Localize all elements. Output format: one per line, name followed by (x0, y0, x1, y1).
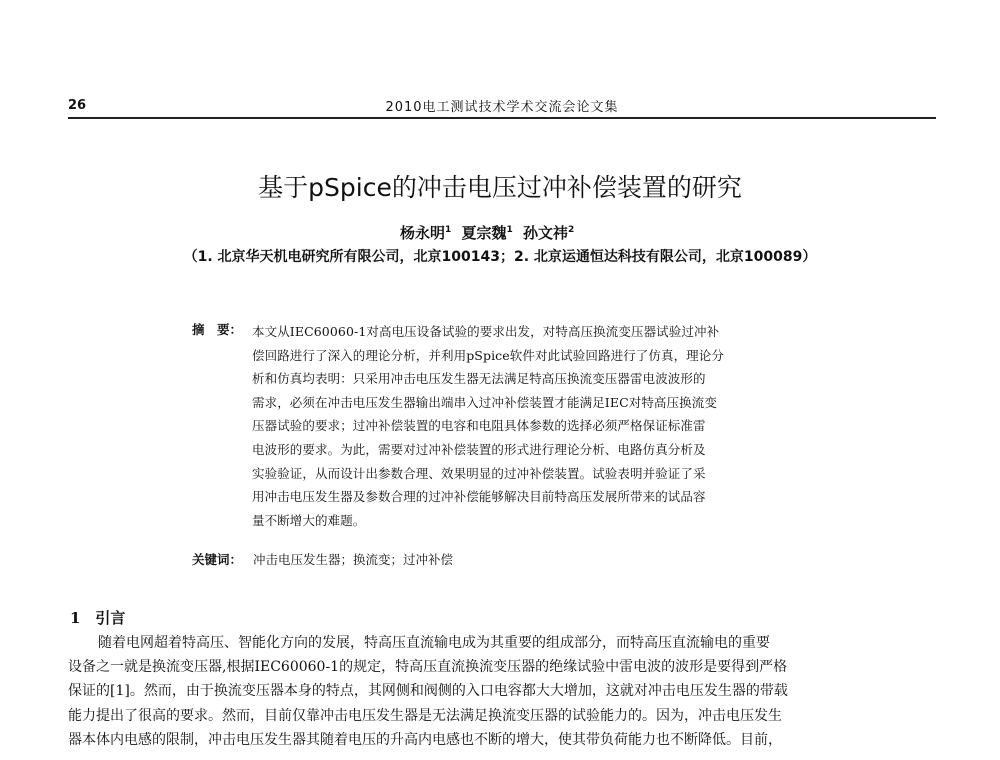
author-affil-mark: 1 (445, 225, 452, 235)
body-line: 保证的[1]。然而，由于换流变压器本身的特点，其网侧和阀侧的入口电容都大大增加，这就对冲击电压发生器的带载 (68, 683, 788, 700)
running-title: 2010电工测试技术学术交流会论文集 (385, 100, 619, 115)
page-number: 26 (68, 98, 87, 113)
body-line: 能力提出了很高的要求。然而，目前仅靠冲击电压发生器是无法满足换流变压器的试验能力的。因为，冲击电压发生 (68, 707, 782, 724)
abstract-line: 压器试验的要求；过冲补偿装置的电容和电阻具体参数的选择必须严格保证标准雷 (252, 418, 706, 434)
body-line: 设备之一就是换流变压器,根据IEC60060-1的规定，特高压直流换流变压器的绝缘试验中雷电波的波形是要得到严格 (68, 659, 788, 676)
author-name: 杨永明 (400, 224, 446, 242)
keywords-label: 关键词： (192, 552, 243, 567)
abstract-line: 电波形的要求。为此，需要对过冲补偿装置的形式进行理论分析、电路仿真分析及 (252, 441, 706, 457)
header-rule (68, 117, 936, 119)
abstract-line: 偿回路进行了深入的理论分析，并利用pSpice软件对此试验回路进行了仿真，理论分 (252, 347, 724, 363)
abstract-line: 实验验证，从而设计出参数合理、效果明显的过冲补偿装置。试验表明并验证了采 (252, 465, 706, 481)
author-list (400, 222, 579, 243)
abstract-line: 需求，必须在冲击电压发生器输出端串入过冲补偿装置才能满足IEC对特高压换流变 (252, 394, 717, 410)
body-line: 器本体内电感的限制，冲击电压发生器其随着电压的升高内电感也不断的增大，使其带负荷能力也不断降低。目前， (68, 731, 782, 748)
page-header (68, 96, 936, 120)
abstract-label: 摘 要： (192, 322, 243, 337)
abstract-line: 用冲击电压发生器及参数合理的过冲补偿能够解决目前特高压发展所带来的试品容 (252, 489, 706, 505)
keywords-value: 冲击电压发生器；换流变；过冲补偿 (253, 552, 454, 567)
abstract-line: 析和仿真均表明：只采用冲击电压发生器无法满足特高压换流变压器雷电波波形的 (252, 371, 706, 387)
paper-title: 基于pSpice的冲击电压过冲补偿装置的研究 (258, 173, 742, 202)
section-heading: 1 引言 (70, 609, 126, 627)
author-affil-mark: 2 (568, 225, 575, 235)
author-name: 孙文祎 (523, 224, 569, 242)
abstract-line: 量不断增大的难题。 (252, 512, 366, 528)
abstract-body (252, 320, 822, 532)
author-affil-mark: 1 (506, 225, 513, 235)
author-name: 夏宗魏 (461, 224, 507, 242)
section-body (68, 631, 936, 752)
abstract-line: 本文从IEC60060-1对高电压设备试验的要求出发，对特高压换流变压器试验过冲补 (252, 324, 720, 339)
affiliation: （1. 北京华天机电研究所有限公司，北京100143；2. 北京运通恒达科技有限公司，北京100089） (183, 249, 817, 265)
body-line: 随着电网超着特高压、智能化方向的发展，特高压直流输电成为其重要的组成部分，而特高压直流输电的重要 (98, 635, 770, 651)
